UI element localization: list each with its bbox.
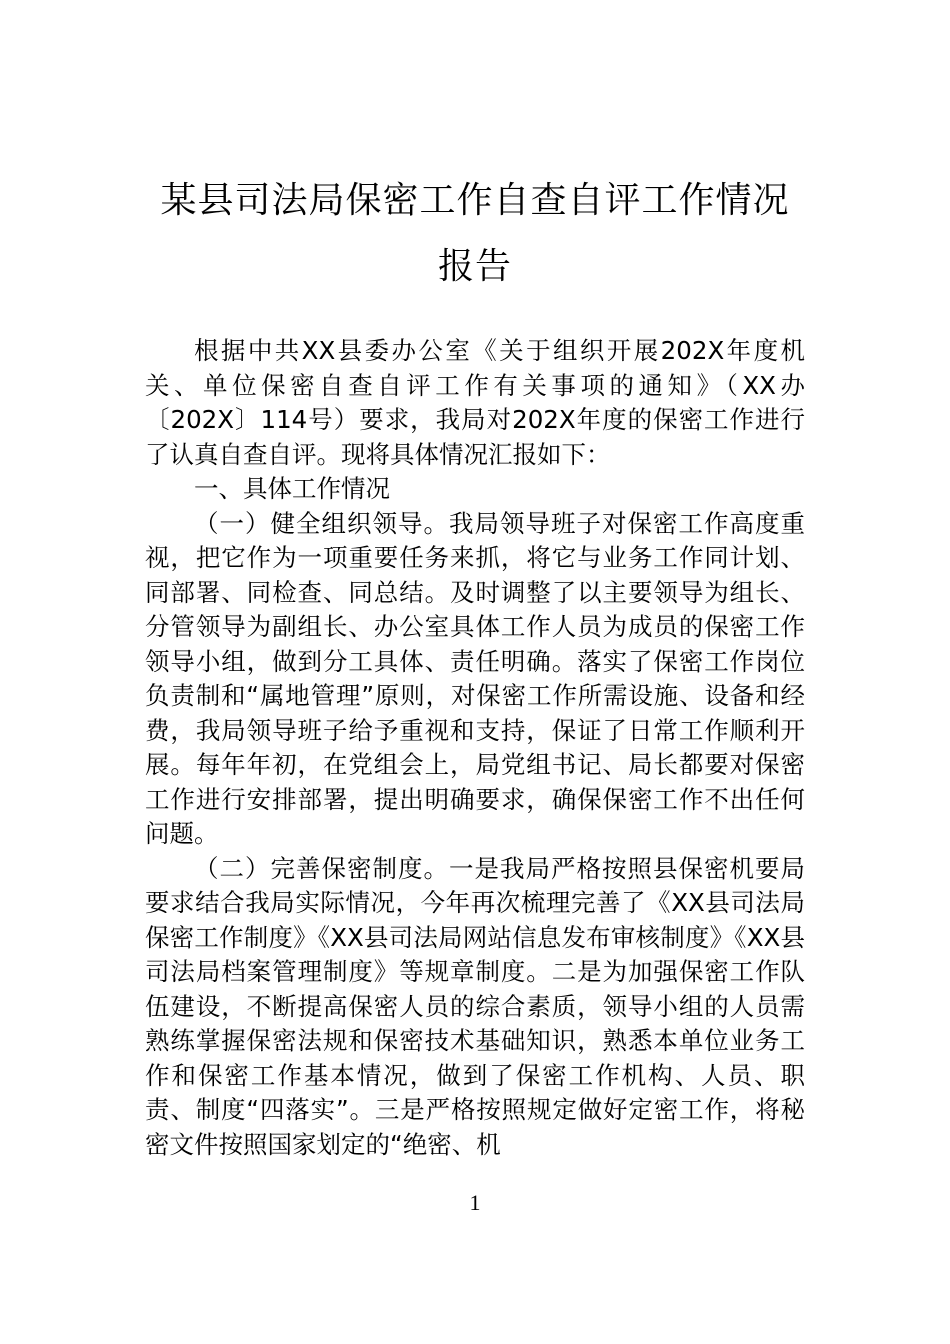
paragraph-organization: （一）健全组织领导。我局领导班子对保密工作高度重视，把它作为一项重要任务来抓，将它与业务工作同计划、同部署、同检查、同总结。及时调整了以主要领导为组长、分管领导为副组长、办公室具体工作人员为成员的保密工作领导小组，做到分工具体、责任明确。落实了保密工作岗位负责制和“属地管理”原则，对保密工作所需设施、设备和经费，我局领导班子给予重视和支持，保证了日常工作顺利开展。每年年初，在党组会上，局党组书记、局长都要对保密工作进行安排部署，提出明确要求，确保保密工作不出任何问题。 [145,508,805,848]
paragraph-intro: 根据中共XX县委办公室《关于组织开展202X年度机关、单位保密自查自评工作有关事项的通知》（XX办〔202X〕114号）要求，我局对202X年度的保密工作进行了认真自查自评。现将具体情况汇报如下： [145,336,805,469]
paragraph-system: （二）完善保密制度。一是我局严格按照县保密机要局要求结合我局实际情况，今年再次梳理完善了《XX县司法局保密工作制度》《XX县司法局网站信息发布审核制度》《XX县司法局档案管理制度》等规章制度。二是为加强保密工作队伍建设，不断提高保密人员的综合素质，领导小组的人员需熟练掌握保密法规和保密技术基础知识，熟悉本单位业务工作和保密工作基本情况，做到了保密工作机构、人员、职责、制度“四落实”。三是严格按照规定做好定密工作，将秘密文件按照国家划定的“绝密、机 [145,853,805,1159]
page-number: 1 [469,1190,481,1215]
document-body [145,334,805,1162]
section-heading: 一、具体工作情况 [194,474,390,503]
document-title: 某县司法局保密工作自查自评工作情况报告 [160,180,790,287]
